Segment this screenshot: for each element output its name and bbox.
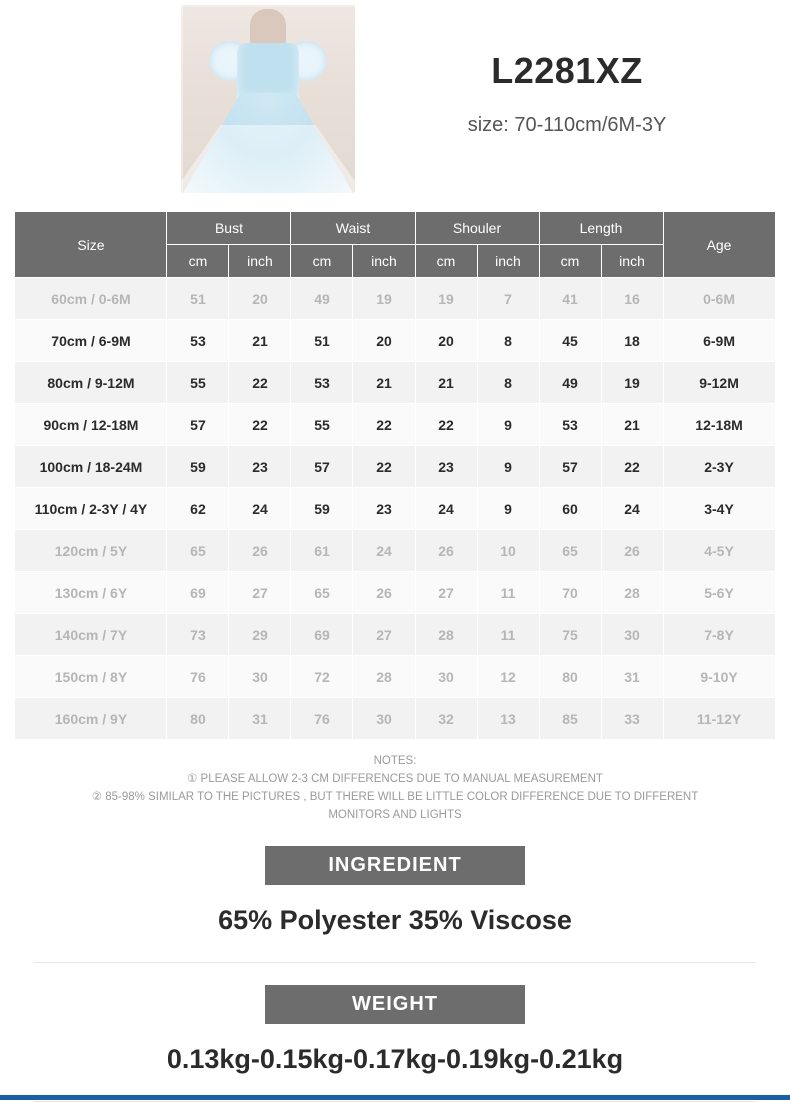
notes-line-1: ① PLEASE ALLOW 2-3 CM DIFFERENCES DUE TO MANUAL MEASUREMENT — [187, 773, 603, 785]
table-cell-size: 160cm / 9Y — [15, 698, 167, 740]
column-header-size: Size — [15, 212, 167, 278]
table-cell-age: 2-3Y — [663, 446, 775, 488]
table-cell-bust_in: 22 — [229, 362, 291, 404]
table-cell-age: 6-9M — [663, 320, 775, 362]
table-cell-age: 11-12Y — [663, 698, 775, 740]
table-head — [15, 212, 775, 278]
table-cell-bust_in: 24 — [229, 488, 291, 530]
table-cell-shoulder_cm: 27 — [415, 572, 477, 614]
notes-block — [0, 752, 790, 824]
table-row — [15, 320, 775, 362]
column-header-waist: Waist — [291, 212, 415, 245]
table-cell-bust_cm: 73 — [167, 614, 229, 656]
table-cell-bust_cm: 65 — [167, 530, 229, 572]
table-cell-waist_in: 24 — [353, 530, 415, 572]
table-cell-bust_cm: 51 — [167, 278, 229, 320]
table-cell-size: 140cm / 7Y — [15, 614, 167, 656]
table-cell-bust_in: 26 — [229, 530, 291, 572]
title-block — [417, 5, 717, 137]
table-cell-shoulder_in: 7 — [477, 278, 539, 320]
table-cell-shoulder_cm: 30 — [415, 656, 477, 698]
column-header-shouler-inch: inch — [477, 245, 539, 278]
table-cell-shoulder_in: 10 — [477, 530, 539, 572]
table-cell-length_in: 21 — [601, 404, 663, 446]
table-cell-waist_cm: 59 — [291, 488, 353, 530]
table-cell-bust_cm: 76 — [167, 656, 229, 698]
table-cell-length_cm: 41 — [539, 278, 601, 320]
ingredient-value: 65% Polyester 35% Viscose — [218, 905, 572, 935]
table-cell-size: 110cm / 2-3Y / 4Y — [15, 488, 167, 530]
table-cell-waist_in: 22 — [353, 404, 415, 446]
table-cell-bust_in: 21 — [229, 320, 291, 362]
table-cell-bust_cm: 53 — [167, 320, 229, 362]
bottom-accent-bar — [0, 1095, 790, 1100]
table-cell-bust_in: 20 — [229, 278, 291, 320]
table-cell-length_in: 22 — [601, 446, 663, 488]
table-cell-bust_cm: 57 — [167, 404, 229, 446]
table-cell-length_cm: 80 — [539, 656, 601, 698]
table-cell-length_cm: 70 — [539, 572, 601, 614]
table-cell-length_in: 33 — [601, 698, 663, 740]
table-cell-length_cm: 49 — [539, 362, 601, 404]
table-cell-shoulder_cm: 19 — [415, 278, 477, 320]
table-cell-age: 7-8Y — [663, 614, 775, 656]
table-cell-shoulder_cm: 21 — [415, 362, 477, 404]
table-cell-bust_cm: 69 — [167, 572, 229, 614]
notes-title: NOTES: — [373, 755, 417, 767]
product-code: L2281XZ — [491, 50, 643, 91]
table-cell-shoulder_in: 9 — [477, 488, 539, 530]
table-row — [15, 362, 775, 404]
table-header-row-1 — [15, 212, 775, 245]
table-cell-shoulder_in: 12 — [477, 656, 539, 698]
product-size-range: size: 70-110cm/6M-3Y — [467, 114, 667, 136]
table-cell-bust_in: 27 — [229, 572, 291, 614]
column-header-length-cm: cm — [539, 245, 601, 278]
table-cell-waist_in: 20 — [353, 320, 415, 362]
table-row — [15, 530, 775, 572]
table-cell-shoulder_in: 8 — [477, 320, 539, 362]
table-row — [15, 614, 775, 656]
table-cell-bust_in: 29 — [229, 614, 291, 656]
table-cell-size: 80cm / 9-12M — [15, 362, 167, 404]
table-cell-size: 100cm / 18-24M — [15, 446, 167, 488]
ingredient-section — [0, 846, 790, 936]
table-cell-shoulder_cm: 23 — [415, 446, 477, 488]
table-cell-shoulder_cm: 24 — [415, 488, 477, 530]
product-photo — [181, 5, 355, 193]
table-cell-shoulder_cm: 32 — [415, 698, 477, 740]
table-cell-waist_in: 19 — [353, 278, 415, 320]
table-cell-waist_cm: 51 — [291, 320, 353, 362]
table-cell-shoulder_cm: 28 — [415, 614, 477, 656]
table-cell-age: 9-10Y — [663, 656, 775, 698]
table-cell-bust_in: 22 — [229, 404, 291, 446]
table-row — [15, 656, 775, 698]
table-cell-age: 3-4Y — [663, 488, 775, 530]
table-cell-shoulder_cm: 22 — [415, 404, 477, 446]
table-cell-length_cm: 85 — [539, 698, 601, 740]
table-cell-waist_in: 30 — [353, 698, 415, 740]
divider-1 — [34, 962, 756, 963]
table-cell-length_cm: 60 — [539, 488, 601, 530]
table-cell-shoulder_cm: 26 — [415, 530, 477, 572]
table-cell-age: 12-18M — [663, 404, 775, 446]
notes-line-3: MONITORS AND LIGHTS — [328, 809, 462, 821]
table-cell-length_in: 18 — [601, 320, 663, 362]
table-cell-waist_cm: 72 — [291, 656, 353, 698]
column-header-shouler-cm: cm — [415, 245, 477, 278]
weight-value: 0.13kg-0.15kg-0.17kg-0.19kg-0.21kg — [166, 1044, 624, 1074]
table-cell-size: 120cm / 5Y — [15, 530, 167, 572]
column-header-shouler: Shouler — [415, 212, 539, 245]
column-header-age: Age — [663, 212, 775, 278]
table-cell-age: 9-12M — [663, 362, 775, 404]
table-row — [15, 404, 775, 446]
table-cell-waist_in: 23 — [353, 488, 415, 530]
table-cell-length_in: 31 — [601, 656, 663, 698]
column-header-bust: Bust — [167, 212, 291, 245]
size-chart-table — [14, 211, 775, 740]
table-cell-waist_cm: 53 — [291, 362, 353, 404]
ingredient-banner: INGREDIENT — [265, 846, 525, 885]
table-cell-bust_in: 23 — [229, 446, 291, 488]
weight-banner: WEIGHT — [265, 985, 525, 1024]
table-cell-waist_cm: 55 — [291, 404, 353, 446]
table-cell-waist_in: 28 — [353, 656, 415, 698]
table-cell-age: 0-6M — [663, 278, 775, 320]
table-row — [15, 446, 775, 488]
table-cell-shoulder_cm: 20 — [415, 320, 477, 362]
table-cell-length_in: 28 — [601, 572, 663, 614]
table-cell-length_in: 19 — [601, 362, 663, 404]
column-header-waist-cm: cm — [291, 245, 353, 278]
table-cell-size: 70cm / 6-9M — [15, 320, 167, 362]
column-header-bust-cm: cm — [167, 245, 229, 278]
table-cell-size: 60cm / 0-6M — [15, 278, 167, 320]
table-cell-waist_cm: 65 — [291, 572, 353, 614]
table-cell-length_in: 26 — [601, 530, 663, 572]
table-cell-length_in: 16 — [601, 278, 663, 320]
table-cell-waist_in: 26 — [353, 572, 415, 614]
table-row — [15, 488, 775, 530]
table-cell-waist_in: 22 — [353, 446, 415, 488]
table-cell-bust_cm: 59 — [167, 446, 229, 488]
column-header-bust-inch: inch — [229, 245, 291, 278]
table-cell-shoulder_in: 8 — [477, 362, 539, 404]
table-cell-bust_cm: 55 — [167, 362, 229, 404]
column-header-length: Length — [539, 212, 663, 245]
table-cell-waist_cm: 61 — [291, 530, 353, 572]
column-header-waist-inch: inch — [353, 245, 415, 278]
table-cell-shoulder_in: 11 — [477, 572, 539, 614]
table-cell-size: 130cm / 6Y — [15, 572, 167, 614]
table-cell-length_cm: 53 — [539, 404, 601, 446]
table-cell-shoulder_in: 9 — [477, 446, 539, 488]
table-row — [15, 278, 775, 320]
table-cell-waist_cm: 49 — [291, 278, 353, 320]
table-cell-waist_cm: 76 — [291, 698, 353, 740]
table-cell-size: 90cm / 12-18M — [15, 404, 167, 446]
table-cell-age: 5-6Y — [663, 572, 775, 614]
table-cell-length_in: 24 — [601, 488, 663, 530]
table-cell-waist_in: 27 — [353, 614, 415, 656]
table-body — [15, 278, 775, 740]
table-cell-length_cm: 45 — [539, 320, 601, 362]
table-cell-bust_cm: 62 — [167, 488, 229, 530]
weight-section — [0, 985, 790, 1075]
table-cell-age: 4-5Y — [663, 530, 775, 572]
table-row — [15, 572, 775, 614]
table-cell-bust_cm: 80 — [167, 698, 229, 740]
table-cell-length_in: 30 — [601, 614, 663, 656]
table-cell-length_cm: 57 — [539, 446, 601, 488]
table-cell-bust_in: 30 — [229, 656, 291, 698]
table-cell-waist_cm: 69 — [291, 614, 353, 656]
table-row — [15, 698, 775, 740]
header — [0, 0, 790, 193]
table-cell-shoulder_in: 13 — [477, 698, 539, 740]
table-cell-bust_in: 31 — [229, 698, 291, 740]
table-cell-waist_in: 21 — [353, 362, 415, 404]
notes-line-2: ② 85-98% SIMILAR TO THE PICTURES , BUT THERE WILL BE LITTLE COLOR DIFFERENCE DUE TO DIFFERENT — [91, 791, 699, 803]
table-cell-shoulder_in: 11 — [477, 614, 539, 656]
table-cell-size: 150cm / 8Y — [15, 656, 167, 698]
table-cell-length_cm: 75 — [539, 614, 601, 656]
table-cell-shoulder_in: 9 — [477, 404, 539, 446]
table-cell-waist_cm: 57 — [291, 446, 353, 488]
column-header-length-inch: inch — [601, 245, 663, 278]
table-cell-length_cm: 65 — [539, 530, 601, 572]
